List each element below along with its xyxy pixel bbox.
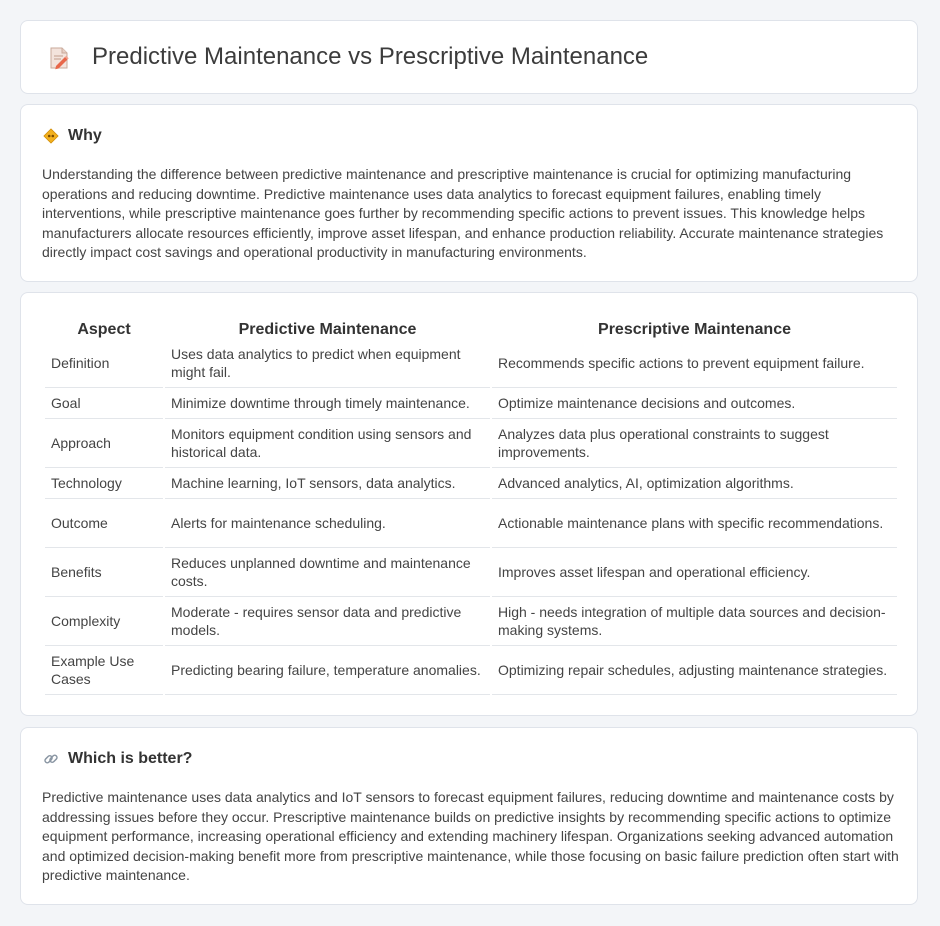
table-row xyxy=(45,499,897,548)
row-prescriptive: High - needs integration of multiple data sources and decision-making systems. xyxy=(492,597,897,646)
why-header xyxy=(43,127,102,145)
row-predictive: Alerts for maintenance scheduling. xyxy=(165,499,490,548)
why-section xyxy=(20,104,918,282)
header-predictive: Predictive Maintenance xyxy=(238,321,417,338)
table-header-row xyxy=(45,315,897,339)
table-row xyxy=(45,468,897,499)
table-row xyxy=(45,419,897,468)
row-prescriptive: Recommends specific actions to prevent equipment failure. xyxy=(492,339,897,388)
row-aspect: Goal xyxy=(45,388,163,419)
table-row xyxy=(45,548,897,597)
row-prescriptive: Optimize maintenance decisions and outcomes. xyxy=(492,388,897,419)
header-prescriptive: Prescriptive Maintenance xyxy=(598,321,791,338)
row-predictive: Machine learning, IoT sensors, data analytics. xyxy=(165,468,490,499)
better-body: Predictive maintenance uses data analytics and IoT sensors to forecast equipment failures, reducing downtime and maintenance costs by addressing issues before they occur. Prescriptive maintenance builds on predictive insights by recommending specific actions to optimize equipment performance, increasing operational efficiency and extending machinery lifespan. Organizations seeking advanced automation and optimized decision-making benefit more from prescriptive maintenance, while those focusing on basic failure prediction often start with predictive maintenance. xyxy=(42,789,899,884)
table-row xyxy=(45,339,897,388)
row-predictive: Monitors equipment condition using sensors and historical data. xyxy=(165,419,490,468)
better-heading: Which is better? xyxy=(68,750,193,767)
table-row xyxy=(45,646,897,695)
diamond-sign-icon xyxy=(43,128,59,144)
row-predictive: Predicting bearing failure, temperature anomalies. xyxy=(165,646,490,695)
row-aspect: Example Use Cases xyxy=(45,646,163,695)
row-prescriptive: Optimizing repair schedules, adjusting maintenance strategies. xyxy=(492,646,897,695)
table-row xyxy=(45,597,897,646)
header-aspect: Aspect xyxy=(77,321,131,338)
row-aspect: Outcome xyxy=(45,499,163,548)
row-aspect: Benefits xyxy=(45,548,163,597)
row-prescriptive: Analyzes data plus operational constraints to suggest improvements. xyxy=(492,419,897,468)
why-heading: Why xyxy=(68,127,102,144)
row-predictive: Reduces unplanned downtime and maintenance costs. xyxy=(165,548,490,597)
link-icon xyxy=(43,751,59,767)
row-predictive: Minimize downtime through timely maintenance. xyxy=(165,388,490,419)
row-aspect: Approach xyxy=(45,419,163,468)
row-predictive: Uses data analytics to predict when equipment might fail. xyxy=(165,339,490,388)
row-prescriptive: Advanced analytics, AI, optimization algorithms. xyxy=(492,468,897,499)
row-aspect: Technology xyxy=(45,468,163,499)
which-better-section xyxy=(20,727,918,905)
document-pencil-icon xyxy=(47,46,71,70)
row-predictive: Moderate - requires sensor data and predictive models. xyxy=(165,597,490,646)
row-prescriptive: Actionable maintenance plans with specific recommendations. xyxy=(492,499,897,548)
row-aspect: Complexity xyxy=(45,597,163,646)
why-body: Understanding the difference between predictive maintenance and prescriptive maintenance is crucial for optimizing manufacturing operations and reducing downtime. Predictive maintenance uses data analytics to forecast equipment failures, enabling timely interventions, while prescriptive maintenance goes further by recommending specific actions to prevent issues. This knowledge helps manufacturers allocate resources efficiently, improve asset lifespan, and enhance production reliability. Accurate maintenance strategies directly impact cost savings and operational productivity in manufacturing environments. xyxy=(42,166,884,261)
comparison-card xyxy=(20,292,918,716)
table-row xyxy=(45,388,897,419)
row-aspect: Definition xyxy=(45,339,163,388)
better-header xyxy=(43,750,192,768)
page-title: Predictive Maintenance vs Prescriptive Maintenance xyxy=(92,43,649,70)
row-prescriptive: Improves asset lifespan and operational efficiency. xyxy=(492,548,897,597)
title-card xyxy=(20,20,918,94)
comparison-table xyxy=(43,315,899,695)
